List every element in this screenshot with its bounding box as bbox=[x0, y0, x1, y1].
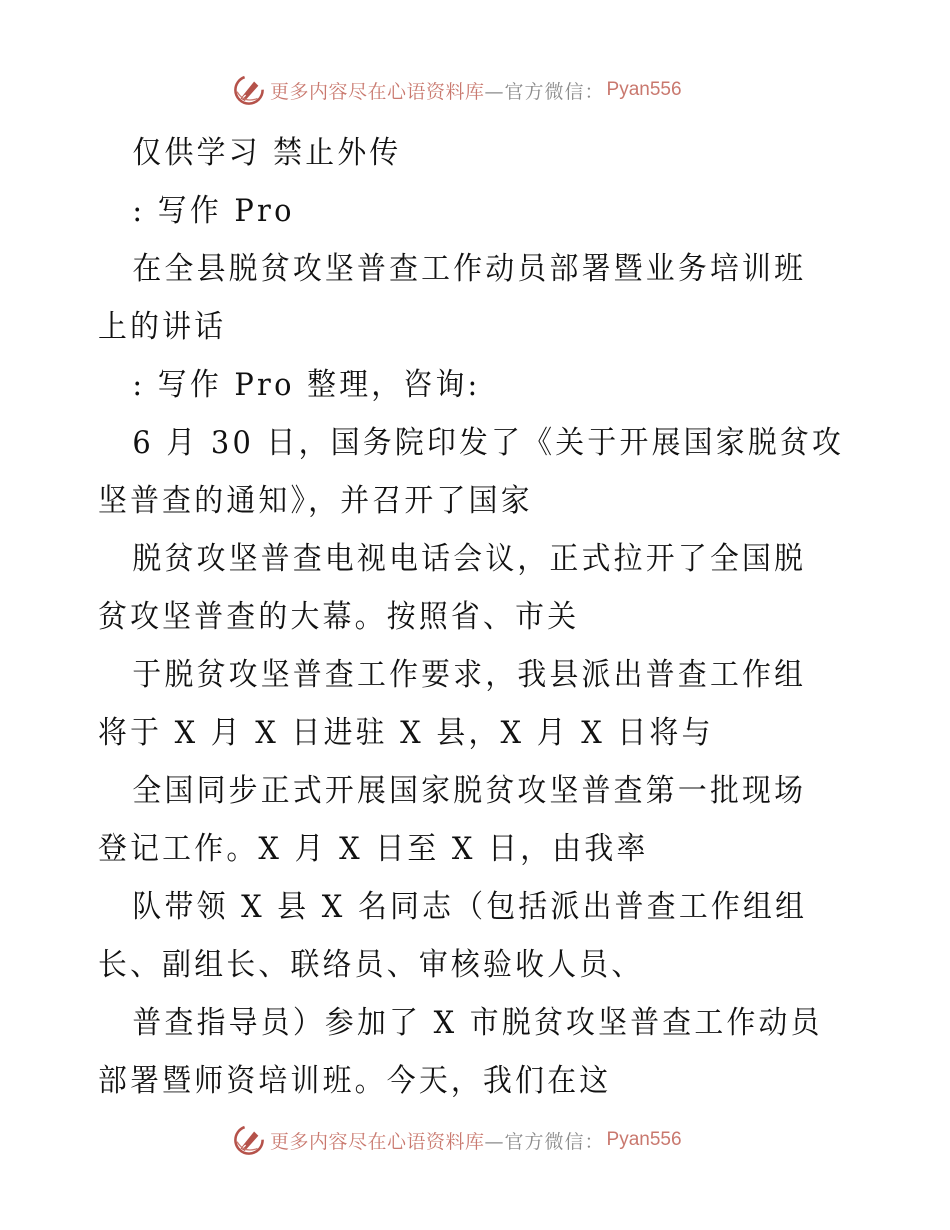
doc-paragraph-line: 贫攻坚普查的大幕。按照省、市关 bbox=[98, 599, 580, 635]
banner-separator-text: —官方微信： bbox=[484, 80, 605, 103]
footer-watermark-banner bbox=[232, 1120, 682, 1160]
doc-paragraph-line: 普查指导员）参加了 X 市脱贫攻坚普查工作动员 bbox=[132, 1005, 823, 1041]
doc-line-disclaimer: 仅供学习 禁止外传 bbox=[132, 135, 402, 171]
banner-main-text: 更多内容尽在心语资料库 bbox=[270, 80, 485, 103]
header-watermark-banner bbox=[232, 70, 682, 110]
doc-line-author: : 写作 Pro bbox=[132, 193, 295, 229]
doc-line-editor: : 写作 Pro 整理，咨询: bbox=[132, 367, 481, 403]
doc-paragraph-line: 坚普查的通知》，并召开了国家 bbox=[98, 483, 533, 519]
banner-wechat-id: Pyan556 bbox=[606, 1129, 682, 1150]
doc-paragraph-line: 脱贫攻坚普查电视电话会议，正式拉开了全国脱 bbox=[132, 541, 807, 577]
pen-logo-icon bbox=[232, 73, 266, 107]
doc-paragraph-line: 部署暨师资培训班。今天，我们在这 bbox=[98, 1063, 612, 1099]
doc-paragraph-line: 登记工作。X 月 X 日至 X 日，由我率 bbox=[98, 831, 649, 867]
doc-paragraph-line: 将于 X 月 X 日进驻 X 县，X 月 X 日将与 bbox=[98, 715, 714, 751]
doc-paragraph-line: 于脱贫攻坚普查工作要求，我县派出普查工作组 bbox=[132, 657, 807, 693]
doc-paragraph-line: 队带领 X 县 X 名同志（包括派出普查工作组组 bbox=[132, 889, 808, 925]
doc-title-line-1: 在全县脱贫攻坚普查工作动员部署暨业务培训班 bbox=[132, 251, 807, 287]
doc-paragraph-line: 长、副组长、联络员、审核验收人员、 bbox=[98, 947, 644, 983]
doc-title-line-2: 上的讲话 bbox=[98, 309, 227, 345]
banner-wechat-id: Pyan556 bbox=[606, 79, 682, 100]
banner-separator-text: —官方微信： bbox=[484, 1130, 605, 1153]
banner-main-text: 更多内容尽在心语资料库 bbox=[270, 1130, 485, 1153]
pen-logo-icon bbox=[232, 1123, 266, 1157]
doc-paragraph-line: 6 月 30 日，国务院印发了《关于开展国家脱贫攻 bbox=[132, 425, 845, 461]
document-body bbox=[98, 124, 858, 1110]
doc-paragraph-line: 全国同步正式开展国家脱贫攻坚普查第一批现场 bbox=[132, 773, 807, 809]
